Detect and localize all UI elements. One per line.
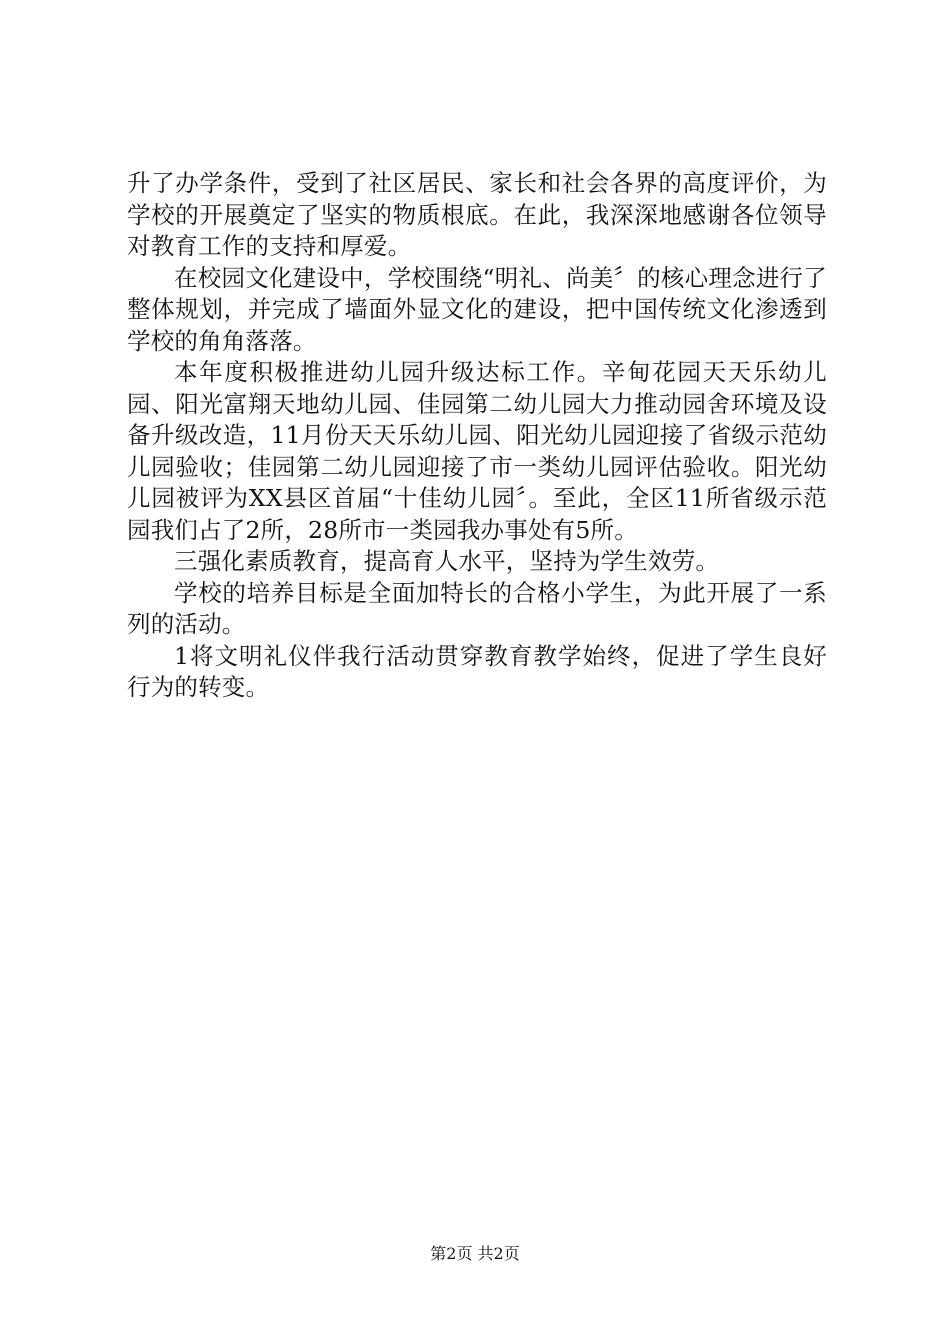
paragraph-2: 在校园文化建设中，学校围绕“明礼、尚美〞的核心理念进行了整体规划，并完成了墙面外显文化的建设，把中国传统文化渗透到学校的角角落落。 (127, 263, 827, 355)
paragraph-6: 1将文明礼仪伴我行活动贯穿教育教学始终，促进了学生良好行为的转变。 (127, 641, 827, 701)
paragraph-5: 学校的培养目标是全面加特长的合格小学生，为此开展了一系列的活动。 (127, 578, 827, 638)
document-body (127, 168, 827, 704)
paragraph-1: 升了办学条件，受到了社区居民、家长和社会各界的高度评价，为学校的开展奠定了坚实的物质根底。在此，我深深地感谢各位领导对教育工作的支持和厚爱。 (127, 169, 827, 260)
paragraph-4: 三强化素质教育，提高育人水平，坚持为学生效劳。 (174, 547, 720, 575)
paragraph-3: 本年度积极推进幼儿园升级达标工作。辛甸花园天天乐幼儿园、阳光富翔天地幼儿园、佳园第二幼儿园大力推动园舍环境及设备升级改造，11月份天天乐幼儿园、阳光幼儿园迎接了省级示范幼儿园验收；佳园第二幼儿园迎接了市一类幼儿园评估验收。阳光幼儿园被评为XX县区首届“十佳幼儿园〞。至此，全区11所省级示范园我们占了2所，28所市一类园我办事处有5所。 (127, 358, 827, 544)
page-footer: 第2页 共2页 (430, 1244, 520, 1263)
